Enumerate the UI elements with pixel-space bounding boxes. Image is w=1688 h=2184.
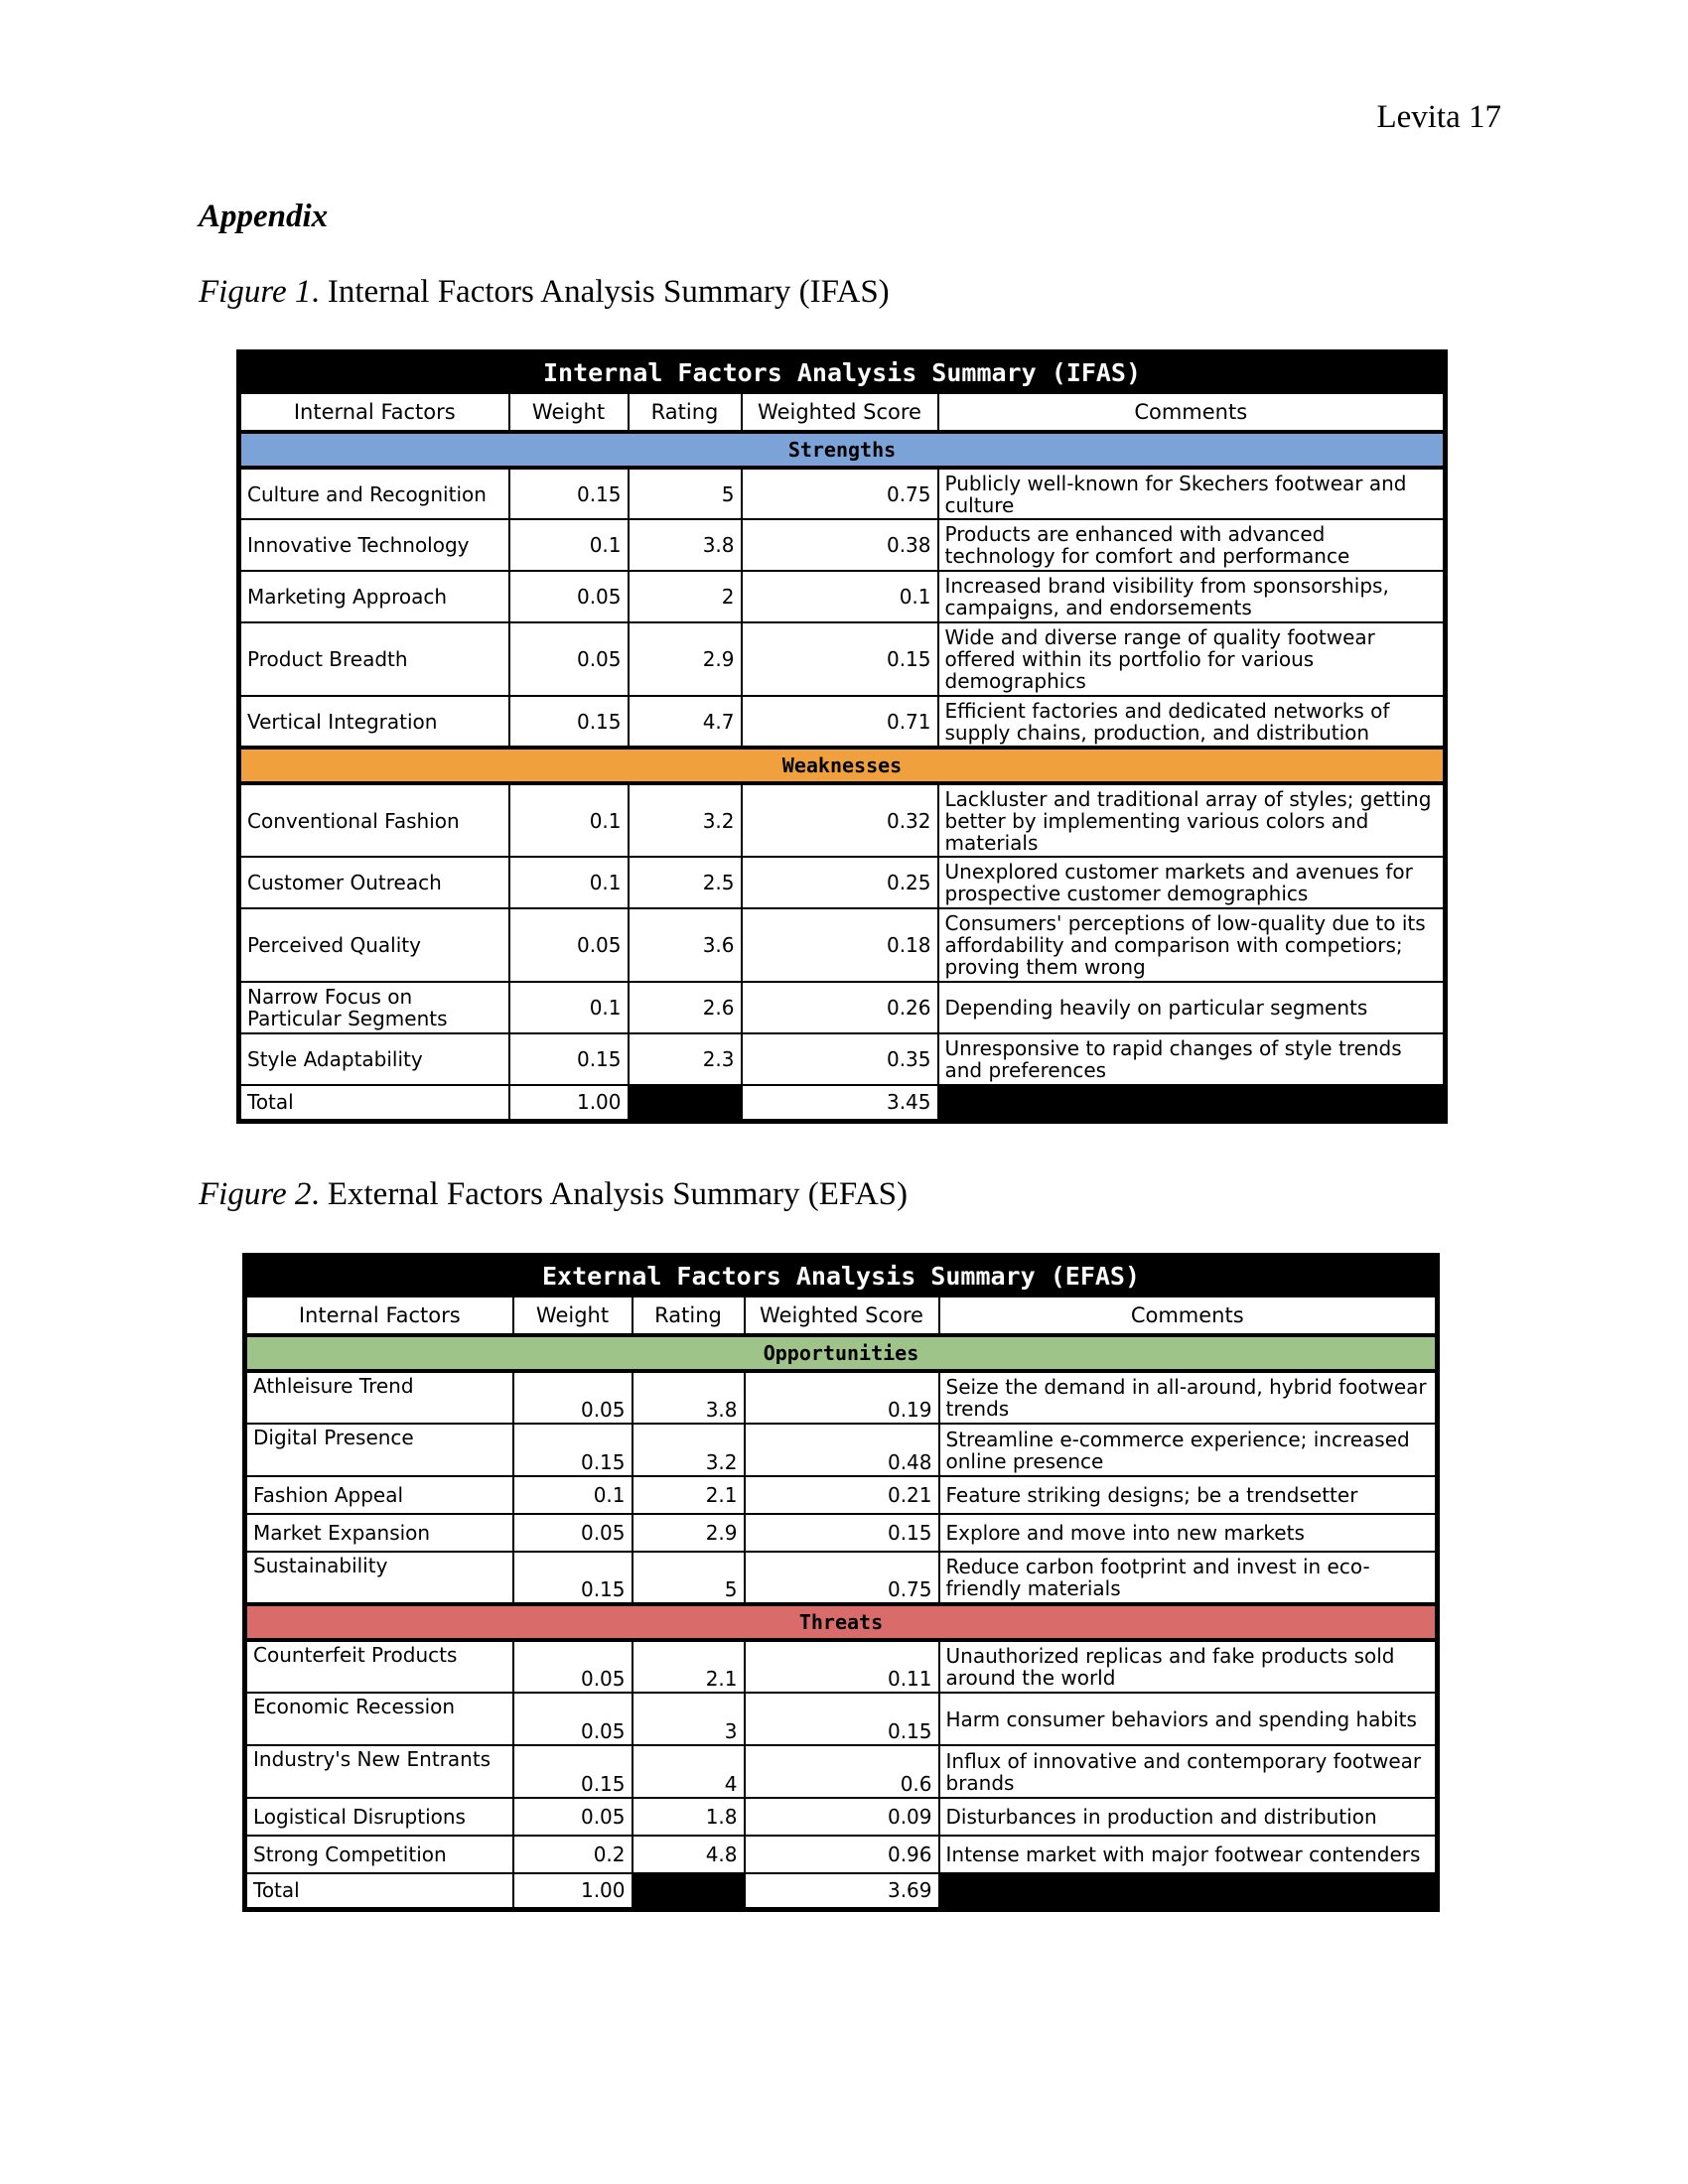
total-row bbox=[245, 1873, 1438, 1909]
col-header-rating: Rating bbox=[629, 393, 742, 432]
rating-cell: 3.2 bbox=[633, 1424, 745, 1476]
weight-cell: 0.1 bbox=[513, 1476, 633, 1514]
comment-cell: Unresponsive to rapid changes of style trends and preferences bbox=[938, 1033, 1446, 1085]
comment-cell: Increased brand visibility from sponsorships, campaigns, and endorsements bbox=[938, 571, 1446, 622]
comment-cell: Wide and diverse range of quality footwear offered within its portfolio for various demographics bbox=[938, 622, 1446, 696]
rating-cell: 2.9 bbox=[629, 622, 742, 696]
comment-cell: Disturbances in production and distribution bbox=[939, 1798, 1438, 1836]
score-cell: 0.75 bbox=[742, 468, 938, 519]
factor-cell: Narrow Focus on Particular Segments bbox=[239, 982, 509, 1033]
total-label: Total bbox=[239, 1085, 509, 1121]
score-cell: 0.96 bbox=[745, 1836, 939, 1873]
factor-cell: Market Expansion bbox=[245, 1514, 513, 1552]
table-row bbox=[239, 783, 1446, 857]
score-cell: 0.21 bbox=[745, 1476, 939, 1514]
blank-cell bbox=[939, 1873, 1438, 1909]
score-cell: 0.19 bbox=[745, 1371, 939, 1424]
rating-cell: 2 bbox=[629, 571, 742, 622]
factor-cell: Athleisure Trend bbox=[245, 1371, 513, 1424]
factor-cell: Marketing Approach bbox=[239, 571, 509, 622]
col-header-factors: Internal Factors bbox=[245, 1297, 513, 1335]
weight-cell: 0.05 bbox=[509, 908, 629, 982]
rating-cell: 2.5 bbox=[629, 857, 742, 908]
factor-cell: Style Adaptability bbox=[239, 1033, 509, 1085]
rating-cell: 1.8 bbox=[633, 1798, 745, 1836]
factor-cell: Strong Competition bbox=[245, 1836, 513, 1873]
weight-cell: 0.1 bbox=[509, 982, 629, 1033]
score-cell: 0.25 bbox=[742, 857, 938, 908]
blank-cell bbox=[629, 1085, 742, 1121]
weight-cell: 0.05 bbox=[513, 1693, 633, 1745]
table-row bbox=[245, 1640, 1438, 1693]
blank-cell bbox=[633, 1873, 745, 1909]
score-cell: 0.09 bbox=[745, 1798, 939, 1836]
col-header-weighted-score: Weighted Score bbox=[745, 1297, 939, 1335]
weight-cell: 0.05 bbox=[513, 1371, 633, 1424]
rating-cell: 5 bbox=[629, 468, 742, 519]
table-row bbox=[245, 1476, 1438, 1514]
efas-column-headers bbox=[245, 1297, 1438, 1335]
efas-table bbox=[242, 1253, 1440, 1912]
comment-cell: Consumers' perceptions of low-quality due to its affordability and comparison with competiors; proving them wrong bbox=[938, 908, 1446, 982]
score-cell: 0.15 bbox=[745, 1693, 939, 1745]
rating-cell: 3.6 bbox=[629, 908, 742, 982]
rating-cell: 3.8 bbox=[633, 1371, 745, 1424]
comment-cell: Efficient factories and dedicated networks of supply chains, production, and distribution bbox=[938, 696, 1446, 748]
total-row bbox=[239, 1085, 1446, 1121]
comment-cell: Reduce carbon footprint and invest in eco-friendly materials bbox=[939, 1552, 1438, 1604]
page-header: Levita 17 bbox=[1376, 99, 1501, 135]
section-threats: Threats bbox=[245, 1604, 1438, 1640]
score-cell: 0.71 bbox=[742, 696, 938, 748]
factor-cell: Logistical Disruptions bbox=[245, 1798, 513, 1836]
weight-cell: 0.15 bbox=[509, 1033, 629, 1085]
factor-cell: Customer Outreach bbox=[239, 857, 509, 908]
table-row bbox=[239, 571, 1446, 622]
figure-2-caption bbox=[199, 1176, 908, 1213]
rating-cell: 3.8 bbox=[629, 519, 742, 571]
total-score: 3.45 bbox=[742, 1085, 938, 1121]
factor-cell: Digital Presence bbox=[245, 1424, 513, 1476]
comment-cell: Depending heavily on particular segments bbox=[938, 982, 1446, 1033]
table-row bbox=[239, 696, 1446, 748]
rating-cell: 2.6 bbox=[629, 982, 742, 1033]
weight-cell: 0.1 bbox=[509, 519, 629, 571]
section-weaknesses: Weaknesses bbox=[239, 748, 1446, 783]
section-opportunities: Opportunities bbox=[245, 1335, 1438, 1371]
comment-cell: Unexplored customer markets and avenues for prospective customer demographics bbox=[938, 857, 1446, 908]
score-cell: 0.38 bbox=[742, 519, 938, 571]
score-cell: 0.26 bbox=[742, 982, 938, 1033]
weight-cell: 0.05 bbox=[509, 571, 629, 622]
col-header-comments: Comments bbox=[938, 393, 1446, 432]
total-score: 3.69 bbox=[745, 1873, 939, 1909]
weight-cell: 0.15 bbox=[509, 468, 629, 519]
weight-cell: 0.15 bbox=[509, 696, 629, 748]
col-header-weighted-score: Weighted Score bbox=[742, 393, 938, 432]
rating-cell: 2.1 bbox=[633, 1640, 745, 1693]
rating-cell: 2.9 bbox=[633, 1514, 745, 1552]
comment-cell: Explore and move into new markets bbox=[939, 1514, 1438, 1552]
table-row bbox=[245, 1836, 1438, 1873]
table-row bbox=[239, 857, 1446, 908]
figure-1-text: . Internal Factors Analysis Summary (IFAS) bbox=[311, 274, 890, 310]
factor-cell: Conventional Fashion bbox=[239, 783, 509, 857]
weight-cell: 0.1 bbox=[509, 783, 629, 857]
factor-cell: Industry's New Entrants bbox=[245, 1745, 513, 1798]
section-strengths: Strengths bbox=[239, 432, 1446, 468]
table-row bbox=[239, 468, 1446, 519]
score-cell: 0.1 bbox=[742, 571, 938, 622]
figure-1-label: Figure 1 bbox=[199, 274, 312, 310]
col-header-rating: Rating bbox=[633, 1297, 745, 1335]
figure-1-caption bbox=[199, 274, 890, 311]
weight-cell: 0.05 bbox=[513, 1640, 633, 1693]
table-row bbox=[245, 1798, 1438, 1836]
weight-cell: 0.05 bbox=[513, 1798, 633, 1836]
score-cell: 0.6 bbox=[745, 1745, 939, 1798]
comment-cell: Seize the demand in all-around, hybrid footwear trends bbox=[939, 1371, 1438, 1424]
figure-2-label: Figure 2 bbox=[199, 1176, 312, 1212]
col-header-comments: Comments bbox=[939, 1297, 1438, 1335]
score-cell: 0.32 bbox=[742, 783, 938, 857]
comment-cell: Unauthorized replicas and fake products sold around the world bbox=[939, 1640, 1438, 1693]
rating-cell: 4 bbox=[633, 1745, 745, 1798]
table-row bbox=[245, 1745, 1438, 1798]
score-cell: 0.11 bbox=[745, 1640, 939, 1693]
efas-title: External Factors Analysis Summary (EFAS) bbox=[245, 1256, 1438, 1297]
col-header-factors: Internal Factors bbox=[239, 393, 509, 432]
factor-cell: Fashion Appeal bbox=[245, 1476, 513, 1514]
weight-cell: 0.1 bbox=[509, 857, 629, 908]
comment-cell: Intense market with major footwear contenders bbox=[939, 1836, 1438, 1873]
table-row bbox=[239, 519, 1446, 571]
rating-cell: 2.3 bbox=[629, 1033, 742, 1085]
comment-cell: Products are enhanced with advanced technology for comfort and performance bbox=[938, 519, 1446, 571]
rating-cell: 5 bbox=[633, 1552, 745, 1604]
factor-cell: Perceived Quality bbox=[239, 908, 509, 982]
table-row bbox=[239, 982, 1446, 1033]
table-row bbox=[245, 1371, 1438, 1424]
ifas-title: Internal Factors Analysis Summary (IFAS) bbox=[239, 352, 1446, 394]
comment-cell: Lackluster and traditional array of styles; getting better by implementing various colors and materials bbox=[938, 783, 1446, 857]
score-cell: 0.48 bbox=[745, 1424, 939, 1476]
rating-cell: 3.2 bbox=[629, 783, 742, 857]
rating-cell: 4.7 bbox=[629, 696, 742, 748]
ifas-column-headers bbox=[239, 393, 1446, 432]
rating-cell: 3 bbox=[633, 1693, 745, 1745]
ifas-table bbox=[236, 349, 1448, 1124]
blank-cell bbox=[938, 1085, 1446, 1121]
table-row bbox=[245, 1552, 1438, 1604]
weight-cell: 0.15 bbox=[513, 1424, 633, 1476]
score-cell: 0.75 bbox=[745, 1552, 939, 1604]
table-row bbox=[239, 908, 1446, 982]
factor-cell: Counterfeit Products bbox=[245, 1640, 513, 1693]
factor-cell: Economic Recession bbox=[245, 1693, 513, 1745]
comment-cell: Streamline e-commerce experience; increased online presence bbox=[939, 1424, 1438, 1476]
score-cell: 0.35 bbox=[742, 1033, 938, 1085]
comment-cell: Influx of innovative and contemporary footwear brands bbox=[939, 1745, 1438, 1798]
total-weight: 1.00 bbox=[513, 1873, 633, 1909]
total-weight: 1.00 bbox=[509, 1085, 629, 1121]
comment-cell: Feature striking designs; be a trendsetter bbox=[939, 1476, 1438, 1514]
factor-cell: Vertical Integration bbox=[239, 696, 509, 748]
factor-cell: Innovative Technology bbox=[239, 519, 509, 571]
table-row bbox=[245, 1514, 1438, 1552]
weight-cell: 0.05 bbox=[509, 622, 629, 696]
score-cell: 0.15 bbox=[745, 1514, 939, 1552]
total-label: Total bbox=[245, 1873, 513, 1909]
appendix-heading: Appendix bbox=[199, 199, 329, 234]
table-row bbox=[245, 1424, 1438, 1476]
weight-cell: 0.15 bbox=[513, 1552, 633, 1604]
factor-cell: Product Breadth bbox=[239, 622, 509, 696]
figure-2-text: . External Factors Analysis Summary (EFAS) bbox=[311, 1176, 908, 1212]
table-row bbox=[245, 1693, 1438, 1745]
factor-cell: Sustainability bbox=[245, 1552, 513, 1604]
table-row bbox=[239, 1033, 1446, 1085]
table-row bbox=[239, 622, 1446, 696]
weight-cell: 0.2 bbox=[513, 1836, 633, 1873]
col-header-weight: Weight bbox=[509, 393, 629, 432]
rating-cell: 2.1 bbox=[633, 1476, 745, 1514]
rating-cell: 4.8 bbox=[633, 1836, 745, 1873]
comment-cell: Publicly well-known for Skechers footwear and culture bbox=[938, 468, 1446, 519]
comment-cell: Harm consumer behaviors and spending habits bbox=[939, 1693, 1438, 1745]
col-header-weight: Weight bbox=[513, 1297, 633, 1335]
weight-cell: 0.05 bbox=[513, 1514, 633, 1552]
score-cell: 0.18 bbox=[742, 908, 938, 982]
factor-cell: Culture and Recognition bbox=[239, 468, 509, 519]
weight-cell: 0.15 bbox=[513, 1745, 633, 1798]
score-cell: 0.15 bbox=[742, 622, 938, 696]
